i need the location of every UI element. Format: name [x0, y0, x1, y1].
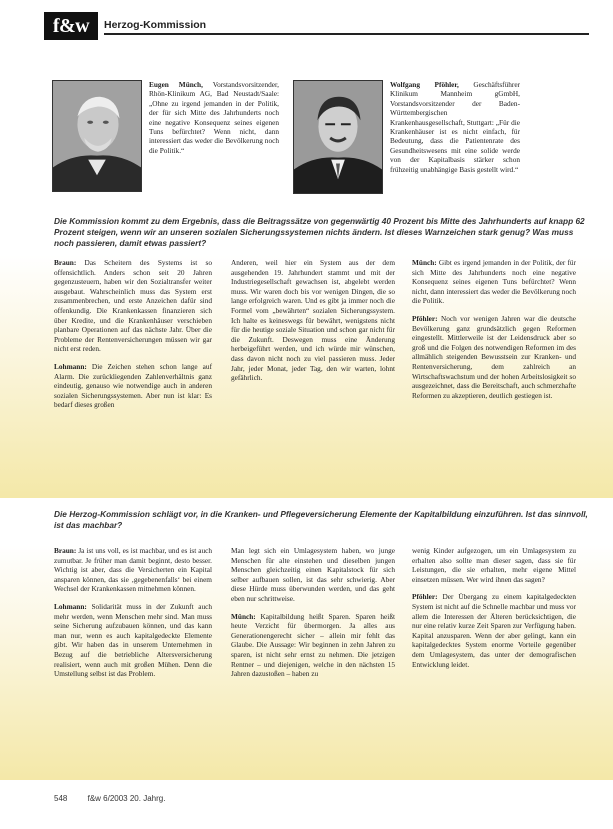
question-heading: Die Herzog-Kommission schlägt vor, in die Kranken- und Pflegeversicherung Elemente der Kapitalbildung einzuführen. Ist das sinnvoll, ist das machbar?: [54, 509, 588, 530]
header-rule: [104, 33, 589, 35]
answer-column: Man legt sich ein Umlagesystem haben, wo junge Menschen für alte einstehen und dieselben jungen Menschen gleichzeitig einen Kapitalstock für sich selber aufbauen sollen, ist das sehr schwierig. Aber diese Hürde muss überwunden werden, und das geht eben nur schrittweise. Münch: Kapitalbildung heißt Sparen. Sparen heißt heute Verzicht für übermorgen. Ja alles aus Generationengerecht sicher – allein mir fehlt das Glaube. Die Aussage: Wir beginnen in zehn Jahren zu sparen, ist nicht sehr ernst zu nehmen. Die jetzigen Rentner – und diejenigen, welche in den nächsten 15 Jahren dazustoßen – haben zu: [231, 546, 395, 679]
answer-column: Braun: Das Scheitern des Systems ist so offensichtlich. Anders schon seit 20 Jahren gegenzusteuern, haben wir den Sozialtransfer weiter ausgebaut. Wahrscheinlich muss das System erst zusammenbrechen, und erste Anzeichen dafür sind offenkundig. Die Krankenkassen finanzieren sich über Kredite, und die Krankenhäuser verschieben planbare Operationen auf das nächste Jahr. Über die Probleme der Rentenversicherungen müssen wir gar nicht erst reden. Lohmann: Die Zeichen stehen schon lange auf Alarm. Die zurückliegenden Zahlenverhältnis ganz eindeutig, genauso wie notwendige auch in anderen sozialen Sicherungssystemen. Aber nun ist klar: Es bedarf dieses großen: [54, 258, 213, 410]
portrait-photo-icon: [52, 80, 142, 192]
issue-label: f&w 6/2003 20. Jahrg.: [87, 794, 166, 803]
logo: f&w: [44, 12, 98, 40]
answer-column: Braun: Ja ist uns voll, es ist machbar, und es ist auch zumutbar. Je früher man damit beginnt, desto besser. Wichtig ist aber, dass die Versicherten ein Kapital ansparen können, das sie ‚gegebenenfalls‘ bei einem Wechsel der Krankenkassen mitnehmen können. Lohmann: Solidarität muss in der Zukunft auch mehr werden, wenn Menschen mehr sind. Man muss seine Sicherung aufzubauen können, und das kann man nur, wenn es auch kapitalgedeckte Elemente gibt. Wir haben das in unserem Unternehmen in Bezug auf die betriebliche Altersversicherung realisiert, wenn auch mit großen Mühen. Denn die Umstellung selbst ist das Problem.: [54, 546, 213, 679]
section-title: Herzog-Kommission: [104, 19, 207, 31]
answer-column: Anderen, weil hier ein System aus der dem ausgehenden 19. Jahrhundert stammt und mit der Industriegesellschaft gewachsen ist, abgelebt werden muss. Wir waren doch bis vor wenigen Dingen, die so lange erfolgreich waren. Und es gibt ja immer noch die Formel vom „bewährten“ sozialen Sicherungssystem. Ich halte es keineswegs für bewährt, wenigstens nicht für die heutige soziale Situation und schon gar nicht für die Zukunft. Deswegen muss eine Änderung herbeigeführt werden, und ich würde mir wünschen, dass davon nicht noch zu viel passieren muss. Jeder Jahr, jeder Monat, jeder Tag, den wir warten, lohnt gefährlich.: [231, 258, 395, 383]
caption-pfoehler: Wolfgang Pföhler, Geschäftsführer Klinikum Mannheim gGmbH, Vorstandsvorsitzender der Baden-Württembergischen Krankenhausgesellschaft, Stuttgart: „Für die Krankenhäuser ist es nicht einfach, für Bedeutung, dass die Patientenrate des Gesundheitswesens mit eine solide werde von der Kapitalbasis stärker schon frühzeitig unabhängige Basis gestellt wird.“: [390, 80, 520, 174]
portrait-photo-icon: [293, 80, 383, 194]
caption-muench: Eugen Münch, Vorstandsvorsitzender, Rhön-Klinikum AG, Bad Neustadt/Saale: „Ohne zu irgend jemanden in der Politik, der für sich Mitte des Jahrhunderts noch eine negative Konsequenz seines eigenen Tuns befürchtet? Wenn nicht, dann interessiert das weder die Bevölkerung noch die Politik.“: [149, 80, 279, 155]
question-heading: Die Kommission kommt zu dem Ergebnis, dass die Beitragssätze von gegenwärtig 40 Prozent bis Mitte des Jahrhunderts auf knapp 62 Prozent steigen, wenn wir an unseren sozialen Sicherungssystemen nichts ändern. Ist dieses Warnzeichen stark genug? Was muss noch passieren, damit etwas passiert?: [54, 216, 585, 248]
page-footer: [54, 794, 183, 803]
answer-column: Münch: Gibt es irgend jemanden in der Politik, der für sich Mitte des Jahrhunderts noch eine negative Konsequenz seines eigenen Tuns befürchtet? Wenn nicht, dann interessiert das weder die Bevölkerung noch die Politik. Pföhler: Noch vor wenigen Jahren war die deutsche Bevölkerung ganz grundsätzlich gegen Reformen eingestellt. Mittlerweile ist der Leidensdruck aber so groß und die Folgen des notwendigen Reformen im des allmählich steigenden Bewusstsein zur Kranken- und Rentenversicherung, dem zahlreich an Wirtschaftswachstum und der hohen Arbeitslosigkeit so ausgezeichnet, dass die Bereitschaft, auch schmerzhafte Reformen zu akzeptieren, deutlich gestiegen ist.: [412, 258, 577, 400]
answer-column: wenig Kinder aufgezogen, um ein Umlagesystem zu erhalten also sollte man dieser sagen, dass sie für Leistungen, die sie erhalten, mehr eigene Mittel einsetzen müssen. Wer wird ihnen das sagen? Pföhler: Der Übergang zu einem kapitalgedeckten System ist nicht auf die Schnelle machbar und muss vor allem die Interessen der Älteren berücksichtigen, die nur eine relativ kurze Zeit Sparen zur Verfügung haben. Kapital anzusparen. Wenn der aber gelingt, kann ein kapitalgedecktes System enorme Vorteile gegenüber dem Umlagesystem, das unter der demografischen Entwicklung leidet.: [412, 546, 576, 669]
page-number: 548: [54, 794, 68, 803]
